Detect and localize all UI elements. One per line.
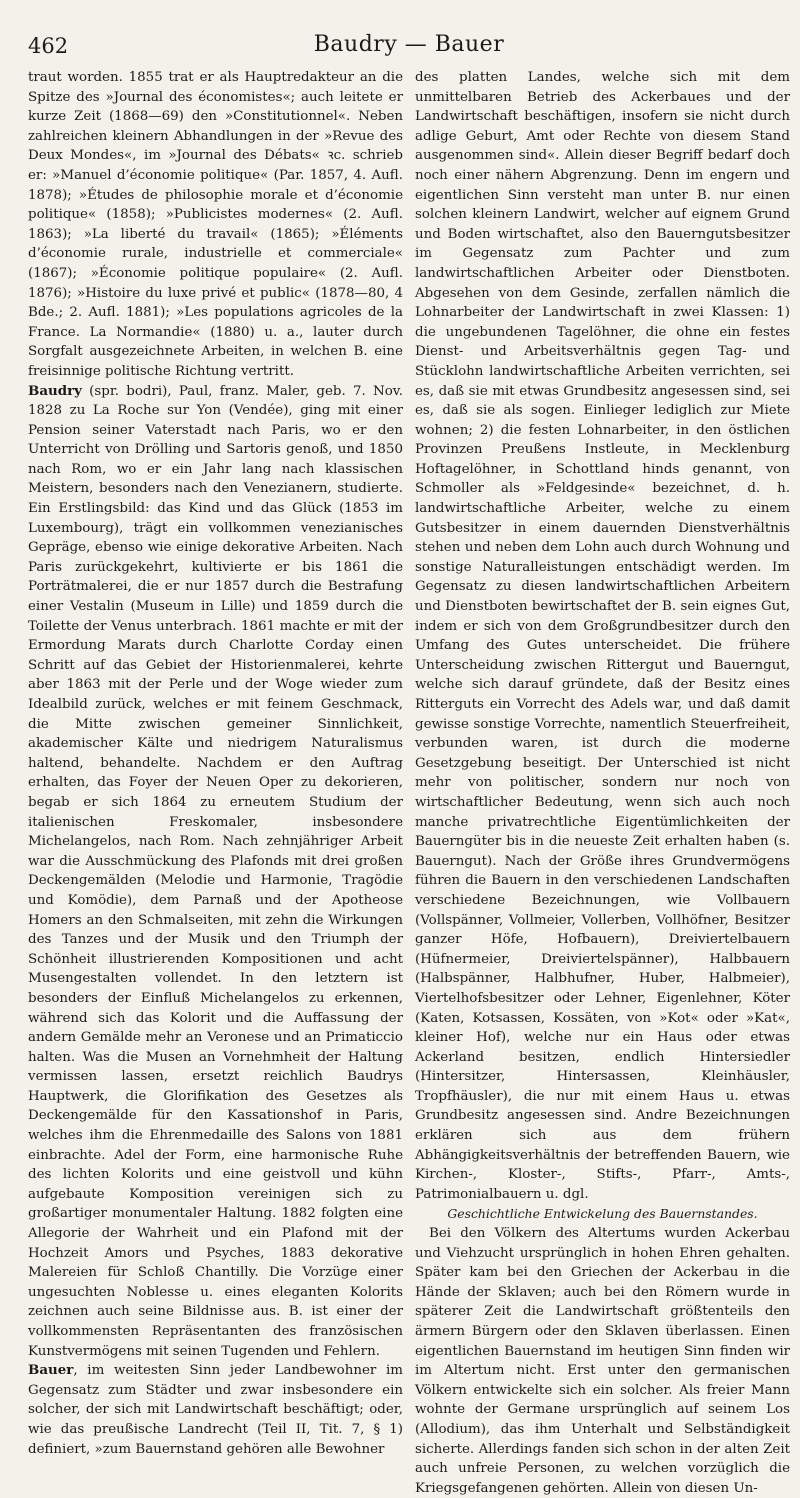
right-column xyxy=(415,68,790,1498)
entry-headword: Baudry xyxy=(28,382,82,399)
paragraph-text: Bei den Völkern des Altertums wurden Ackerbau und Viehzucht ursprünglich in hohen Ehren gehalten. Später kam bei den Griechen der Ackerbau in die Hände der Sklaven; auch bei den Römern wurde in späterer Zeit die Landwirtschaft größtenteils den ärmern Bürgern oder den Sklaven überlassen. Einen eigentlichen Bauernstand im heutigen Sinn finden wir im Altertum nicht. Erst unter den germanischen Völkern entwickelte sich ein solcher. Als freier Mann wohnte der Germane ursprünglich auf seinem Los (Allodium), das ihm Unterhalt und Selbständigkeit sicherte. Allerdings fanden sich schon in der alten Zeit auch unfreie Personen, zu welchen vorzüglich die Kriegsgefangenen gehörten. Allein von diesen Un- xyxy=(415,1226,790,1496)
paragraph xyxy=(415,68,790,1204)
paragraph-text: Geschichtliche Entwickelung des Bauernstandes. xyxy=(447,1206,758,1222)
left-column xyxy=(28,68,403,1498)
paragraph xyxy=(28,382,403,1362)
paragraph xyxy=(28,1361,403,1459)
page-number: 462 xyxy=(28,34,69,58)
section-heading xyxy=(415,1204,790,1224)
page-header xyxy=(28,30,790,62)
paragraph-text: (spr. bodri), Paul, franz. Maler, geb. 7. Nov. 1828 zu La Roche sur Yon (Vendée), ging mit einer Pension seiner Vaterstadt nach Paris, wo er den Unterricht von Drölling und Sartoris genoß, und 1850 nach Rom, wo er ein Jahr lang nach klassischen Meistern, besonders nach den Venezianern, studierte. Ein Erstlingsbild: das Kind und das Glück (1853 im Luxembourg), trägt ein vollkommen venezianisches Gepräge, ebenso wie einige dekorative Arbeiten. Nach Paris zurückgekehrt, kultivierte er bis 1861 die Porträtmalerei, die er nur 1857 durch die Bestrafung einer Vestalin (Museum in Lille) und 1859 durch die Toilette der Venus unterbrach. 1861 machte er mit der Ermordung Marats durch Charlotte Corday einen Schritt auf das Gebiet der Historienmalerei, kehrte aber 1863 mit der Perle und der Woge wieder zum Idealbild zurück, welches er mit feinem Geschmack, die Mitte zwischen gemeiner Sinnlichkeit, akademischer Kälte und niedrigem Naturalismus haltend, behandelte. Nachdem er den Auftrag erhalten, das Foyer der Neuen Oper zu dekorieren, begab er sich 1864 zu erneutem Studium der italienischen Freskomaler, insbesondere Michelangelos, nach Rom. Nach zehnjähriger Arbeit war die Ausschmückung des Plafonds mit drei großen Deckengemälden (Melodie und Harmonie, Tragödie und Komödie), dem Parnaß und der Apotheose Homers an den Schmalseiten, mit zehn die Wirkungen des Tanzes und der Musik und den Triumph der Schönheit illustrierenden Kompositionen und acht Musengestalten vollendet. In den letztern ist besonders der Einfluß Michelangelos zu erkennen, während sich das Kolorit und die Auffassung der andern Gemälde mehr an Veronese und an Primaticcio halten. Was die Musen an Vornehmheit der Haltung vermissen lassen, ersetzt reichlich Baudrys Hauptwerk, die Glorifikation des Gesetzes als Deckengemälde für den Kassationshof in Paris, welches ihm die Ehrenmedaille des Salons von 1881 einbrachte. Adel der Form, eine harmonische Ruhe des lichten Kolorits und eine geistvoll und kühn aufgebaute Komposition vereinigen sich zu großartiger monumentaler Haltung. 1882 folgten eine Allegorie der Wahrheit und ein Plafond mit der Hochzeit Amors und Psyches, 1883 dekorative Malereien für Schloß Chantilly. Die Vorzüge einer ungesuchten Noblesse u. eines eleganten Kolorits zeichnen auch seine Bildnisse aus. B. ist einer der vollkommensten Repräsentanten des französischen Kunstvermögens mit seinen Tugenden und Fehlern. xyxy=(28,383,403,1359)
text-columns xyxy=(28,68,790,1498)
running-head: Baudry — Bauer xyxy=(313,32,505,57)
paragraph-text: , im weitesten Sinn jeder Landbewohner im Gegensatz zum Städter und zwar insbesondere ein solcher, der sich mit Landwirtschaft beschäftigt; oder, wie das preußische Landrecht (Teil II, Tit. 7, § 1) definiert, »zum Bauernstand gehören alle Bewohner xyxy=(28,1363,403,1457)
paragraph xyxy=(415,1224,790,1498)
entry-headword: Bauer xyxy=(28,1362,74,1379)
paragraph-text: des platten Landes, welche sich mit dem unmittelbaren Betrieb des Ackerbaues und der Landwirtschaft beschäftigen, insofern sie nicht durch adlige Geburt, Amt oder Rechte von diesem Stand ausgenommen sind«. Allein dieser Begriff bedarf doch noch einer nähern Abgrenzung. Denn im engern und eigentlichen Sinn versteht man unter B. nur einen solchen kleinern Landwirt, welcher auf eignem Grund und Boden wirtschaftet, also den Bauerngutsbesitzer im Gegensatz zum Pachter und zum landwirtschaftlichen Arbeiter oder Dienstboten. Abgesehen von dem Gesinde, zerfallen nämlich die Lohnarbeiter der Landwirtschaft in zwei Klassen: 1) die ungebundenen Tagelöhner, die ohne ein festes Dienst- und Arbeitsverhältnis gegen Tag- und Stücklohn landwirtschaftliche Arbeiten verrichten, sei es, daß sie mit etwas Grundbesitz angesessen sind, sei es, daß sie als sogen. Einlieger lediglich zur Miete wohnen; 2) die festen Lohnarbeiter, in den östlichen Provinzen Preußens Instleute, in Mecklenburg Hoftagelöhner, in Schottland hinds genannt, von Schmoller als »Feldgesinde« bezeichnet, d. h. landwirtschaftliche Arbeiter, welche zu einem Gutsbesitzer in einem dauernden Dienstverhältnis stehen und neben dem Lohn auch durch Wohnung und sonstige Naturalleistungen entschädigt werden. Im Gegensatz zu diesen landwirtschaftlichen Arbeitern und Dienstboten bewirtschaftet der B. sein eignes Gut, indem er sich von dem Großgrundbesitzer durch den Umfang des Gutes unterscheidet. Die frühere Unterscheidung zwischen Rittergut und Bauerngut, welche sich darauf gründete, daß der Besitz eines Ritterguts ein Vorrecht des Adels war, und daß damit gewisse sonstige Vorrechte, namentlich Steuerfreiheit, verbunden waren, ist durch die moderne Gesetzgebung beseitigt. Der Unterschied ist nicht mehr von politischer, sondern nur noch von wirtschaftlicher Bedeutung, wenn sich auch noch manche privatrechtliche Eigentümlichkeiten der Bauerngüter bis in die neueste Zeit erhalten haben (s. Bauerngut). Nach der Größe ihres Grundvermögens führen die Bauern in den verschiedenen Landschaften verschiedene Bezeichnungen, wie Vollbauern (Vollspänner, Vollmeier, Vollerben, Vollhöfner, Besitzer ganzer Höfe, Hofbauern), Dreiviertelbauern (Hüfnermeier, Dreiviertelspänner), Halbbauern (Halbspänner, Halbhufner, Huber, Halbmeier), Viertelhofsbesitzer oder Lehner, Eigenlehner, Köter (Katen, Kotsassen, Kossäten, von »Kot« oder »Kat«, kleiner Hof), welche nur ein Haus oder etwas Ackerland besitzen, endlich Hintersiedler (Hintersitzer, Hintersassen, Kleinhäusler, Tropfhäusler), die nur mit einem Haus u. etwas Grundbesitz angesessen sind. Andre Bezeichnungen erklären sich aus dem frühern Abhängigkeitsverhältnis der betreffenden Bauern, wie Kirchen-, Kloster-, Stifts-, Pfarr-, Amts-, Patrimonialbauern u. dgl. xyxy=(415,70,790,1202)
paragraph xyxy=(28,68,403,382)
paragraph-text: traut worden. 1855 trat er als Hauptredakteur an die Spitze des »Journal des économistes«; auch leitete er kurze Zeit (1868—69) den »Constitutionnel«. Neben zahlreichen kleinern Abhandlungen in der »Revue des Deux Mondes«, im »Journal des Débats« ꝛc. schrieb er: »Manuel d’économie politique« (Par. 1857, 4. Aufl. 1878); »Études de philosophie morale et d’économie politique« (1858); »Publicistes modernes« (2. Aufl. 1863); »La liberté du travail« (1865); »Éléments d’économie rurale, industrielle et commerciale« (1867); »Économie politique populaire« (2. Aufl. 1876); »Histoire du luxe privé et public« (1878—80, 4 Bde.; 2. Aufl. 1881); »Les populations agricoles de la France. La Normandie« (1880) u. a., lauter durch Sorgfalt ausgezeichnete Arbeiten, in welchen B. eine freisinnige politische Richtung vertritt. xyxy=(28,70,403,379)
